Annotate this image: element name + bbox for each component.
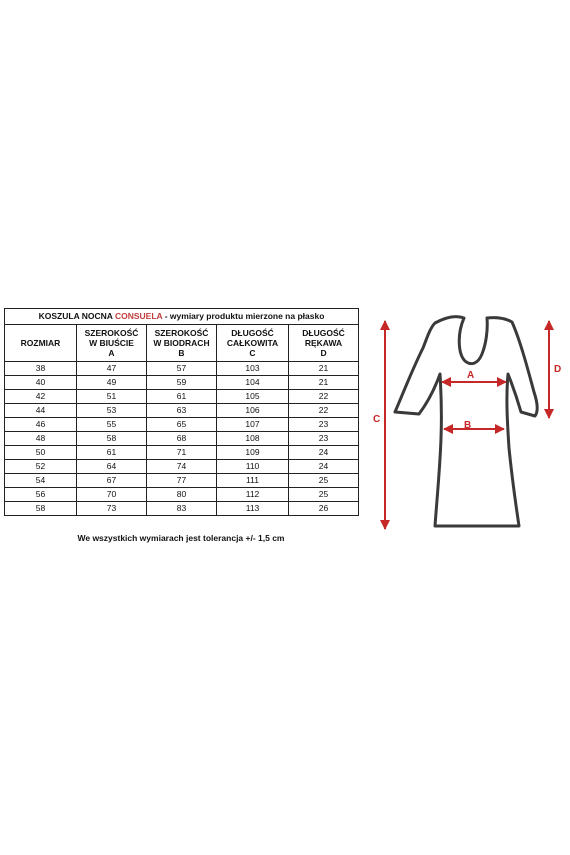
cell-length: 111 bbox=[217, 474, 289, 488]
label-c: C bbox=[373, 414, 381, 425]
cell-length: 105 bbox=[217, 390, 289, 404]
title-suffix: - wymiary produktu mierzone na płasko bbox=[162, 311, 325, 322]
dress-diagram bbox=[364, 308, 570, 540]
cell-hips: 80 bbox=[147, 488, 217, 502]
cell-bust: 51 bbox=[77, 390, 147, 404]
cell-hips: 59 bbox=[147, 376, 217, 390]
cell-bust: 67 bbox=[77, 474, 147, 488]
label-d: D bbox=[554, 364, 562, 375]
cell-sleeve: 26 bbox=[289, 502, 359, 516]
table-row bbox=[5, 376, 359, 390]
cell-length: 106 bbox=[217, 404, 289, 418]
col-header-size bbox=[5, 325, 77, 362]
table-row bbox=[5, 390, 359, 404]
cell-size: 42 bbox=[5, 390, 77, 404]
table-header-row bbox=[5, 325, 359, 362]
cell-hips: 77 bbox=[147, 474, 217, 488]
cell-sleeve: 24 bbox=[289, 460, 359, 474]
cell-sleeve: 25 bbox=[289, 488, 359, 502]
cell-bust: 73 bbox=[77, 502, 147, 516]
cell-bust: 55 bbox=[77, 418, 147, 432]
cell-sleeve: 23 bbox=[289, 418, 359, 432]
col-header-bust bbox=[77, 325, 147, 362]
col-header-hips bbox=[147, 325, 217, 362]
table-row bbox=[5, 460, 359, 474]
cell-length: 113 bbox=[217, 502, 289, 516]
col-header-line: RĘKAWA bbox=[304, 338, 343, 348]
cell-hips: 65 bbox=[147, 418, 217, 432]
col-header-line: W BIODRACH bbox=[153, 338, 210, 348]
cell-sleeve: 21 bbox=[289, 376, 359, 390]
tolerance-note: We wszystkich wymiarach jest tolerancja +/- 1,5 cm bbox=[77, 533, 285, 543]
cell-sleeve: 22 bbox=[289, 390, 359, 404]
col-header-line: ROZMIAR bbox=[20, 338, 61, 348]
col-header-line: SZEROKOŚĆ bbox=[154, 328, 209, 338]
table-title bbox=[5, 309, 359, 325]
table-row bbox=[5, 432, 359, 446]
title-prefix: KOSZULA NOCNA bbox=[38, 311, 115, 322]
col-header-length bbox=[217, 325, 289, 362]
cell-length: 109 bbox=[217, 446, 289, 460]
table-row bbox=[5, 404, 359, 418]
cell-size: 48 bbox=[5, 432, 77, 446]
cell-bust: 70 bbox=[77, 488, 147, 502]
col-header-line: CAŁKOWITA bbox=[226, 338, 279, 348]
cell-sleeve: 25 bbox=[289, 474, 359, 488]
table-row bbox=[5, 418, 359, 432]
table-row bbox=[5, 488, 359, 502]
cell-size: 40 bbox=[5, 376, 77, 390]
col-header-line: C bbox=[249, 348, 256, 358]
cell-length: 112 bbox=[217, 488, 289, 502]
cell-hips: 63 bbox=[147, 404, 217, 418]
cell-size: 56 bbox=[5, 488, 77, 502]
label-b: B bbox=[464, 420, 472, 431]
table-row bbox=[5, 502, 359, 516]
size-table bbox=[4, 308, 359, 516]
cell-sleeve: 22 bbox=[289, 404, 359, 418]
cell-size: 46 bbox=[5, 418, 77, 432]
col-header-sleeve bbox=[289, 325, 359, 362]
col-header-line: SZEROKOŚĆ bbox=[84, 328, 139, 338]
col-header-line: B bbox=[178, 348, 185, 358]
cell-sleeve: 24 bbox=[289, 446, 359, 460]
cell-hips: 74 bbox=[147, 460, 217, 474]
col-header-line: W BIUŚCIE bbox=[89, 338, 134, 348]
cell-bust: 49 bbox=[77, 376, 147, 390]
table-row bbox=[5, 474, 359, 488]
cell-bust: 53 bbox=[77, 404, 147, 418]
cell-hips: 83 bbox=[147, 502, 217, 516]
cell-hips: 71 bbox=[147, 446, 217, 460]
table-row bbox=[5, 362, 359, 376]
cell-size: 54 bbox=[5, 474, 77, 488]
cell-size: 50 bbox=[5, 446, 77, 460]
brand-name: CONSUELA bbox=[114, 311, 163, 322]
cell-bust: 61 bbox=[77, 446, 147, 460]
dress-diagram-svg bbox=[364, 308, 570, 540]
cell-bust: 47 bbox=[77, 362, 147, 376]
label-a: A bbox=[467, 370, 475, 381]
cell-length: 108 bbox=[217, 432, 289, 446]
cell-length: 104 bbox=[217, 376, 289, 390]
table-row bbox=[5, 446, 359, 460]
col-header-line: DŁUGOŚĆ bbox=[231, 328, 274, 338]
cell-size: 52 bbox=[5, 460, 77, 474]
col-header-line: DŁUGOŚĆ bbox=[302, 328, 345, 338]
cell-bust: 58 bbox=[77, 432, 147, 446]
cell-hips: 57 bbox=[147, 362, 217, 376]
cell-hips: 61 bbox=[147, 390, 217, 404]
cell-size: 44 bbox=[5, 404, 77, 418]
col-header-line: D bbox=[320, 348, 327, 358]
cell-length: 103 bbox=[217, 362, 289, 376]
cell-hips: 68 bbox=[147, 432, 217, 446]
cell-length: 107 bbox=[217, 418, 289, 432]
cell-sleeve: 23 bbox=[289, 432, 359, 446]
col-header-line: A bbox=[108, 348, 115, 358]
cell-bust: 64 bbox=[77, 460, 147, 474]
cell-length: 110 bbox=[217, 460, 289, 474]
cell-size: 38 bbox=[5, 362, 77, 376]
cell-size: 58 bbox=[5, 502, 77, 516]
cell-sleeve: 21 bbox=[289, 362, 359, 376]
